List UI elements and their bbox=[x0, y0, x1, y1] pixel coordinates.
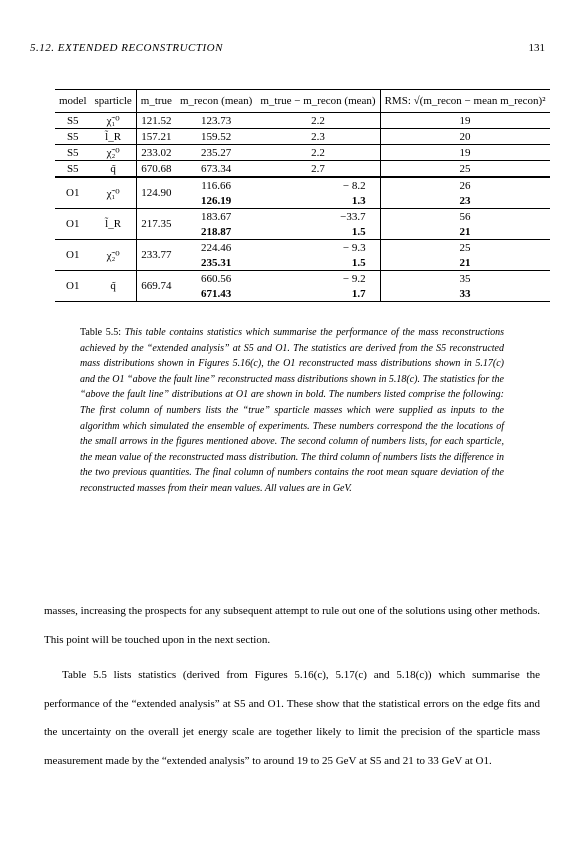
cell-rms: 20 bbox=[380, 129, 549, 145]
cell-sparticle: χ̃₂⁰ bbox=[91, 145, 137, 161]
col-header-diff: m_true − m_recon (mean) bbox=[256, 90, 380, 113]
cell-rms: 19 bbox=[380, 113, 549, 129]
cell-mean-bold: 218.87 bbox=[176, 224, 256, 240]
cell-mean: 116.66 bbox=[201, 179, 232, 192]
cell-diff: − 8.2 bbox=[342, 179, 366, 192]
cell-diff-bold: 1.3 bbox=[256, 193, 380, 209]
cell-rms: 35 bbox=[380, 271, 549, 287]
cell-diff-bold: 1.5 bbox=[256, 255, 380, 271]
cell-diff-bold: 1.7 bbox=[256, 286, 380, 302]
cell-sparticle: χ̃₁⁰ bbox=[91, 177, 137, 209]
table-caption bbox=[80, 325, 504, 497]
cell-sparticle: q̃ bbox=[91, 271, 137, 302]
table-row bbox=[55, 145, 550, 161]
cell-mean: 673.34 bbox=[176, 161, 256, 178]
table-row bbox=[55, 113, 550, 129]
cell-sparticle: l̃_R bbox=[91, 129, 137, 145]
cell-mtrue: 669.74 bbox=[136, 271, 176, 302]
statistics-table bbox=[55, 89, 550, 302]
cell-diff: − 9.3 bbox=[342, 241, 366, 254]
cell-diff: 2.2 bbox=[256, 145, 380, 161]
table-row bbox=[55, 209, 550, 225]
cell-rms-bold: 21 bbox=[380, 224, 549, 240]
cell-sparticle: q̃ bbox=[91, 161, 137, 178]
body-paragraph: Table 5.5 lists statistics (derived from Figures 5.16(c), 5.17(c) and 5.18(c)) which summarise the performance of the “extended analysis” at S5 and O1. These show that the statistical errors on the edge fits and the uncertainty on the overall jet energy scale are together likely to limit the precision of the sparticle mass measurement made by the “extended analysis” to around 19 to 25 GeV at S5 and 21 to 33 GeV at O1. bbox=[44, 669, 540, 767]
table-row bbox=[55, 161, 550, 178]
cell-rms: 19 bbox=[380, 145, 549, 161]
cell-mean: 224.46 bbox=[201, 241, 232, 254]
col-header-rms: RMS: √(m_recon − mean m_recon)² bbox=[380, 90, 549, 113]
cell-mean: 660.56 bbox=[201, 272, 232, 285]
table-row bbox=[55, 240, 550, 256]
cell-mtrue: 233.02 bbox=[136, 145, 176, 161]
col-header-sparticle: sparticle bbox=[91, 90, 137, 113]
table-row bbox=[55, 271, 550, 287]
caption-label: Table 5.5: bbox=[80, 327, 125, 338]
cell-model: S5 bbox=[55, 113, 91, 129]
cell-mtrue: 670.68 bbox=[136, 161, 176, 178]
cell-mean: 235.27 bbox=[176, 145, 256, 161]
cell-mtrue: 217.35 bbox=[136, 209, 176, 240]
cell-mean: 159.52 bbox=[176, 129, 256, 145]
cell-mtrue: 124.90 bbox=[136, 177, 176, 209]
col-header-mtrue: m_true bbox=[136, 90, 176, 113]
cell-model: S5 bbox=[55, 161, 91, 178]
cell-model: S5 bbox=[55, 145, 91, 161]
table-row bbox=[55, 177, 550, 193]
cell-sparticle: l̃_R bbox=[91, 209, 137, 240]
cell-rms: 26 bbox=[380, 177, 549, 193]
cell-diff: 2.7 bbox=[256, 161, 380, 178]
cell-mtrue: 157.21 bbox=[136, 129, 176, 145]
cell-model: O1 bbox=[55, 177, 91, 209]
cell-rms: 25 bbox=[380, 240, 549, 256]
cell-rms-bold: 21 bbox=[380, 255, 549, 271]
cell-model: S5 bbox=[55, 129, 91, 145]
cell-mean: 123.73 bbox=[176, 113, 256, 129]
running-header bbox=[30, 42, 545, 58]
cell-diff: 2.2 bbox=[256, 113, 380, 129]
cell-diff: − 9.2 bbox=[342, 272, 366, 285]
cell-model: O1 bbox=[55, 271, 91, 302]
cell-sparticle: χ̃₁⁰ bbox=[91, 113, 137, 129]
col-header-model: model bbox=[55, 90, 91, 113]
cell-mtrue: 233.77 bbox=[136, 240, 176, 271]
cell-mtrue: 121.52 bbox=[136, 113, 176, 129]
cell-model: O1 bbox=[55, 240, 91, 271]
page-number: 131 bbox=[528, 42, 545, 54]
table-row bbox=[55, 129, 550, 145]
cell-diff-bold: 1.5 bbox=[256, 224, 380, 240]
cell-mean-bold: 671.43 bbox=[176, 286, 256, 302]
cell-sparticle: χ̃₂⁰ bbox=[91, 240, 137, 271]
cell-mean-bold: 126.19 bbox=[176, 193, 256, 209]
cell-mean-bold: 235.31 bbox=[176, 255, 256, 271]
cell-rms: 25 bbox=[380, 161, 549, 178]
cell-diff: −33.7 bbox=[340, 210, 366, 223]
cell-rms: 56 bbox=[380, 209, 549, 225]
cell-mean: 183.67 bbox=[201, 210, 232, 223]
body-paragraph: masses, increasing the prospects for any subsequent attempt to rule out one of the solutions using other methods. This point will be touched upon in the next section. bbox=[44, 605, 540, 646]
section-title: 5.12. EXTENDED RECONSTRUCTION bbox=[30, 42, 223, 54]
caption-text: This table contains statistics which summarise the performance of the mass reconstructions achieved by the “extended analysis” at S5 and O1. The statistics are derived from the S5 reconstructed mass distributions shown in Figures 5.16(c), the O1 reconstructed mass distributions shown in 5.17(c) and the O1 “above the fault line” reconstructed mass distributions shown in 5.18(c). The statistics for the “above the fault line” distributions at O1 are shown in bold. The numbers listed comprise the following: The first column of numbers lists the “true” sparticle masses which were supplied as inputs to the algorithm which simulated the ensemble of experiments. These numbers correspond the the locations of the small arrows in the figures mentioned above. The second column of numbers lists, for each sparticle, the mean value of the reconstructed mass distribution. The third column of numbers lists the difference in the two previous quantities. The final column of numbers contains the root mean square deviation of the reconstructed masses from their mean values. All values are in GeV. bbox=[80, 327, 504, 494]
cell-diff: 2.3 bbox=[256, 129, 380, 145]
cell-model: O1 bbox=[55, 209, 91, 240]
cell-rms-bold: 23 bbox=[380, 193, 549, 209]
cell-rms-bold: 33 bbox=[380, 286, 549, 302]
col-header-mean: m_recon (mean) bbox=[176, 90, 256, 113]
